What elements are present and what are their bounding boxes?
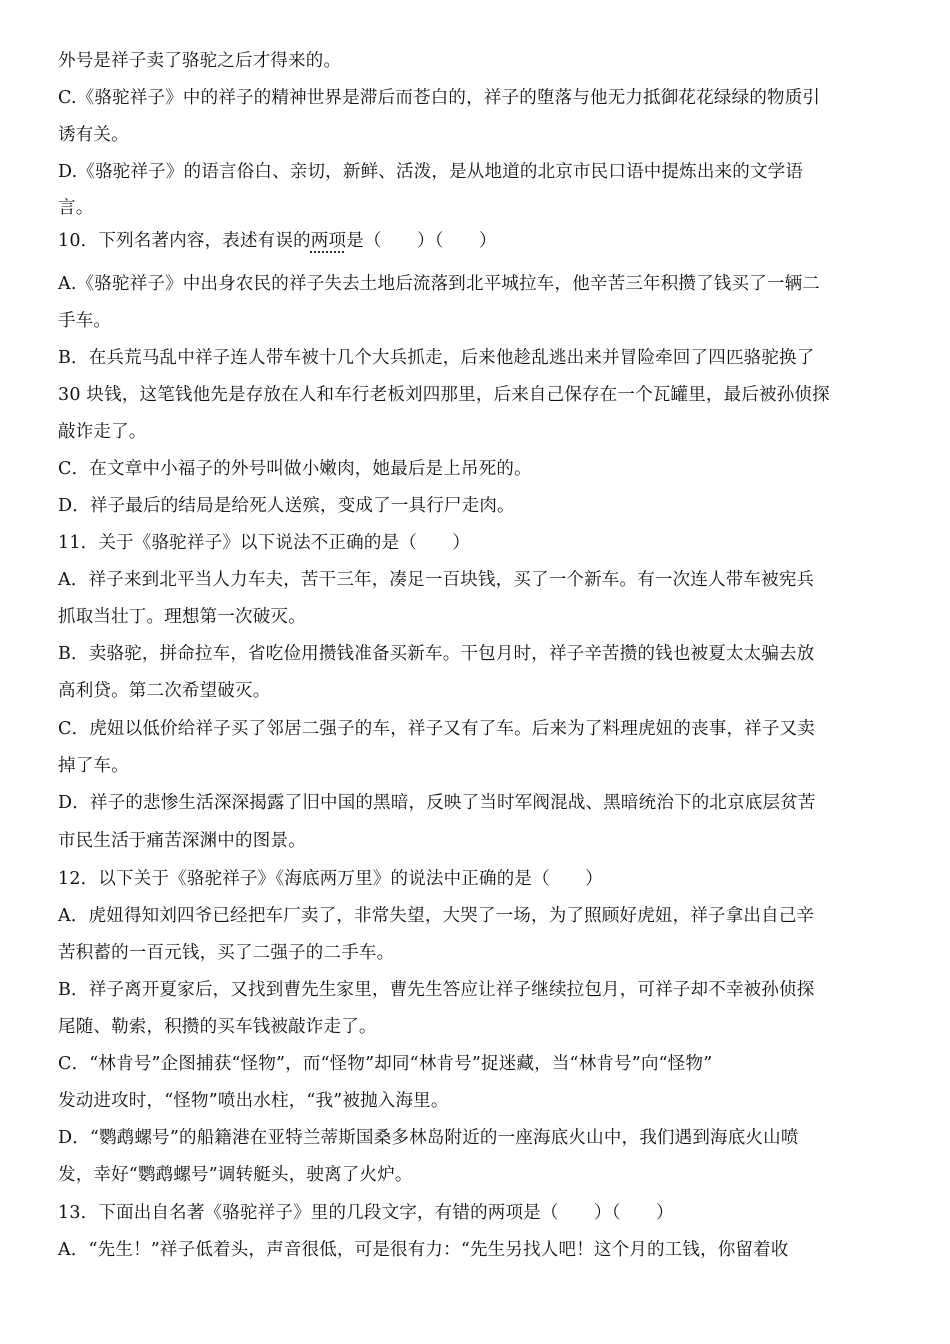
text-line: D．祥子最后的结局是给死人送殡，变成了一具行尸走肉。 (58, 496, 515, 516)
q10-text-before: 10．下列名著内容，表述有误的 (58, 231, 311, 251)
text-line: 掉了车。 (58, 756, 129, 776)
text-line: 30 块钱，这笔钱他先是存放在人和车行老板刘四那里，后来自己保存在一个瓦罐里，最后被孙侦探 (58, 385, 830, 405)
text-line: 尾随、勒索，积攒的买车钱被敲诈走了。 (58, 1017, 377, 1037)
text-line: 言。 (58, 198, 94, 218)
text-line: 抓取当壮丁。理想第一次破灭。 (58, 607, 306, 627)
text-line: 手车。 (58, 311, 112, 331)
text-line: C．在文章中小福子的外号叫做小嫩肉，她最后是上吊死的。 (58, 459, 532, 479)
text-line: C．虎妞以低价给祥子买了邻居二强子的车，祥子又有了车。后来为了料理虎妞的丧事，祥子又卖 (58, 719, 815, 739)
question-13-prompt: 13．下面出自名著《骆驼祥子》里的几段文字，有错的两项是（ ）（ ） (58, 1203, 674, 1223)
text-line: 苦积蓄的一百元钱，买了二强子的二手车。 (58, 943, 395, 963)
text-line: B．卖骆驼，拼命拉车，省吃俭用攒钱准备买新车。干包月时，祥子辛苦攒的钱也被夏太太骗去放 (58, 644, 815, 664)
text-line: C.《骆驼祥子》中的祥子的精神世界是滞后而苍白的，祥子的堕落与他无力抵御花花绿绿的物质引 (58, 88, 821, 108)
text-line: B．在兵荒马乱中祥子连人带车被十几个大兵抓走，后来他趁乱逃出来并冒险牵回了四匹骆驼换了 (58, 348, 815, 368)
question-10-prompt (58, 229, 888, 253)
text-line: 外号是祥子卖了骆驼之后才得来的。 (58, 51, 342, 71)
question-12-prompt: 12．以下关于《骆驼祥子》《海底两万里》的说法中正确的是（ ） (58, 869, 603, 889)
text-line: D.《骆驼祥子》的语言俗白、亲切，新鲜、活泼，是从地道的北京市民口语中提炼出来的文学语 (58, 162, 804, 182)
text-line: D．“鹦鹉螺号”的船籍港在亚特兰蒂斯国桑多林岛附近的一座海底火山中，我们遇到海底火山喷 (58, 1128, 799, 1148)
text-line: A．“先生！”祥子低着头，声音很低，可是很有力：“先生另找人吧！这个月的工钱，你留着收 (58, 1240, 789, 1260)
text-line: C．“林肯号”企图捕获“怪物”，而“怪物”却同“林肯号”捉迷藏，当“林肯号”向“怪物” (58, 1054, 713, 1074)
q10-emphasis: 两项 (310, 231, 347, 251)
text-line: 发动进攻时，“怪物”喷出水柱，“我”被抛入海里。 (58, 1091, 449, 1111)
text-line: 高利贷。第二次希望破灭。 (58, 681, 271, 701)
question-11-prompt: 11．关于《骆驼祥子》以下说法不正确的是（ ） (58, 533, 471, 553)
text-line: 发，幸好“鹦鹉螺号”调转艇头，驶离了火炉。 (58, 1165, 413, 1185)
text-line: A．虎妞得知刘四爷已经把车厂卖了，非常失望，大哭了一场，为了照顾好虎妞，祥子拿出自己辛 (58, 906, 815, 926)
text-line: A．祥子来到北平当人力车夫，苦干三年，凑足一百块钱，买了一个新车。有一次连人带车被宪兵 (58, 570, 815, 590)
text-line: 诱有关。 (58, 125, 129, 145)
text-line: 敲诈走了。 (58, 422, 147, 442)
text-line: A.《骆驼祥子》中出身农民的祥子失去土地后流落到北平城拉车，他辛苦三年积攒了钱买了一辆二 (58, 274, 820, 294)
q10-text-after: 是（ ）（ ） (346, 231, 497, 251)
text-line: D．祥子的悲惨生活深深揭露了旧中国的黑暗，反映了当时军阀混战、黑暗统治下的北京底层贫苦 (58, 793, 816, 813)
text-line: 市民生活于痛苦深渊中的图景。 (58, 831, 306, 851)
text-line: B．祥子离开夏家后，又找到曹先生家里，曹先生答应让祥子继续拉包月，可祥子却不幸被孙侦探 (58, 980, 815, 1000)
